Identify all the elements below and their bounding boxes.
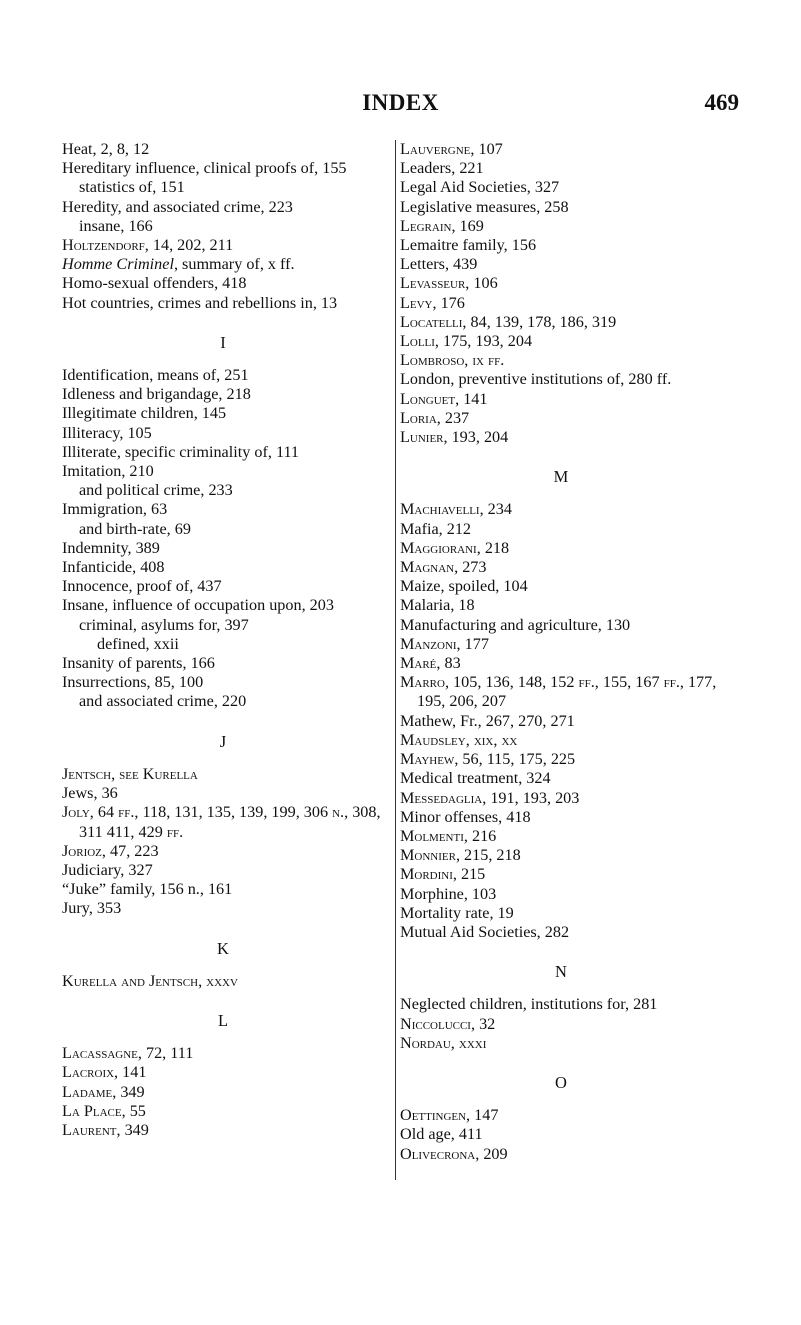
index-entry: Indemnity, 389 (62, 538, 160, 557)
page-number: 469 (704, 90, 739, 115)
index-entry: Marro, 105, 136, 148, 152 ff., 155, 167 ff., 177, 195, 206, 207 (400, 673, 717, 711)
index-entry: Joly, 64 ff., 118, 131, 135, 139, 199, 306 n., 308, 311 411, 429 ff. (62, 803, 381, 841)
section-letter: I (220, 332, 226, 352)
index-entry: Ladame, 349 (62, 1082, 145, 1101)
index-entry: Neglected children, institutions for, 281 (400, 995, 658, 1014)
index-subentry: criminal, asylums for, 397 (79, 615, 249, 634)
index-entry: Oettingen, 147 (400, 1106, 499, 1125)
index-entry: Olivecrona, 209 (400, 1144, 508, 1163)
index-entry: Idleness and brigandage, 218 (62, 385, 251, 404)
index-entry: Levy, 176 (400, 293, 465, 312)
index-entry: Lacroix, 141 (62, 1063, 147, 1082)
page-header (62, 90, 739, 126)
index-entry: Leaders, 221 (400, 159, 484, 178)
index-entry: “Juke” family, 156 n., 161 (62, 880, 233, 899)
index-entry: Homme Criminel, summary of, x ff. (62, 255, 295, 274)
index-entry: Locatelli, 84, 139, 178, 186, 319 (400, 312, 617, 331)
column-divider (395, 140, 396, 1180)
index-entry: Jorioz, 47, 223 (62, 841, 159, 860)
section-letter: L (217, 1010, 229, 1030)
index-entry: Hereditary influence, clinical proofs of, 155 (62, 159, 347, 178)
index-entry: Mayhew, 56, 115, 175, 225 (400, 750, 576, 769)
index-entry: Old age, 411 (400, 1125, 483, 1144)
index-entry: Medical treatment, 324 (400, 769, 551, 788)
index-entry: Insanity of parents, 166 (62, 654, 215, 673)
index-entry: Legislative measures, 258 (400, 197, 569, 216)
index-subentry: defined, xxii (97, 634, 179, 653)
index-entry: Maudsley, xix, xx (400, 730, 518, 749)
index-entry: Insane, influence of occupation upon, 203 (62, 596, 334, 615)
index-subentry: and associated crime, 220 (79, 692, 247, 711)
italic-title: Homme Criminel (62, 255, 174, 274)
index-entry: Homo-sexual offenders, 418 (62, 274, 247, 293)
index-entry: Judiciary, 327 (62, 860, 153, 879)
section-letter: M (553, 467, 569, 487)
index-entry: Manzoni, 177 (400, 634, 489, 653)
section-letter: K (217, 938, 229, 958)
index-entry: Molmenti, 216 (400, 826, 497, 845)
index-entry: Mutual Aid Societies, 282 (400, 922, 570, 941)
section-letter: J (219, 731, 227, 751)
index-entry: Lemaitre family, 156 (400, 236, 537, 255)
index-entry: Mortality rate, 19 (400, 903, 514, 922)
index-entry: Lunier, 193, 204 (400, 428, 509, 447)
section-letter: N (555, 962, 567, 982)
index-subentry: and political crime, 233 (79, 481, 233, 500)
index-entry: Maize, spoiled, 104 (400, 577, 528, 596)
index-entry: Loria, 237 (400, 408, 470, 427)
left-column (62, 140, 384, 1140)
index-entry: Mathew, Fr., 267, 270, 271 (400, 711, 575, 730)
index-entry: Manufacturing and agriculture, 130 (400, 615, 631, 634)
index-entry: Minor offenses, 418 (400, 807, 531, 826)
index-entry: Holtzendorf, 14, 202, 211 (62, 236, 234, 255)
index-entry: Heredity, and associated crime, 223 (62, 197, 293, 216)
index-entry: Identification, means of, 251 (62, 366, 249, 385)
index-entry: Lacassagne, 72, 111 (62, 1044, 194, 1063)
index-entry: Longuet, 141 (400, 389, 488, 408)
section-letter: O (555, 1072, 567, 1092)
index-entry: Kurella and Jentsch, xxxv (62, 971, 238, 990)
index-entry: Magnan, 273 (400, 558, 487, 577)
page-title: INDEX (362, 90, 439, 115)
index-subentry: and birth-rate, 69 (79, 519, 191, 538)
index-entry: Innocence, proof of, 437 (62, 577, 222, 596)
index-entry: Jury, 353 (62, 899, 122, 918)
index-entry: Letters, 439 (400, 255, 478, 274)
index-entry: Heat, 2, 8, 12 (62, 140, 150, 158)
index-entry: La Place, 55 (62, 1101, 146, 1120)
index-subentry: insane, 166 (79, 216, 153, 235)
index-entry: Jews, 36 (62, 784, 118, 803)
index-entry: Maggiorani, 218 (400, 538, 510, 557)
index-entry: Laurent, 349 (62, 1120, 149, 1139)
index-entry: Immigration, 63 (62, 500, 168, 519)
index-entry: Legrain, 169 (400, 216, 484, 235)
index-entry: Nordau, xxxi (400, 1033, 487, 1052)
index-entry: Maré, 83 (400, 654, 461, 673)
index-entry: Lolli, 175, 193, 204 (400, 332, 533, 351)
index-entry: Illegitimate children, 145 (62, 404, 227, 423)
index-entry: Levasseur, 106 (400, 274, 498, 293)
index-entry: Imitation, 210 (62, 462, 154, 481)
index-entry: Mordini, 215 (400, 865, 486, 884)
index-entry: Machiavelli, 234 (400, 500, 512, 519)
index-entry: Infanticide, 408 (62, 558, 165, 577)
index-entry: Insurrections, 85, 100 (62, 673, 204, 692)
index-entry: Lombroso, ix ff. (400, 351, 505, 370)
index-entry: Jentsch, see Kurella (62, 764, 198, 783)
right-column (400, 140, 722, 1164)
index-entry: Hot countries, crimes and rebellions in, 13 (62, 293, 338, 312)
index-entry: Malaria, 18 (400, 596, 475, 615)
index-entry: Lauvergne, 107 (400, 140, 503, 158)
index-entry: Illiteracy, 105 (62, 423, 152, 442)
index-entry: Illiterate, specific criminality of, 111 (62, 442, 300, 461)
index-entry: Mafia, 212 (400, 519, 472, 538)
index-entry: Messedaglia, 191, 193, 203 (400, 788, 580, 807)
index-entry: Morphine, 103 (400, 884, 497, 903)
index-entry: Monnier, 215, 218 (400, 846, 521, 865)
index-subentry: statistics of, 151 (79, 178, 185, 197)
index-entry: Legal Aid Societies, 327 (400, 178, 560, 197)
index-entry: Niccolucci, 32 (400, 1014, 496, 1033)
index-columns (62, 140, 742, 1290)
index-entry: London, preventive institutions of, 280 ff. (400, 370, 672, 389)
